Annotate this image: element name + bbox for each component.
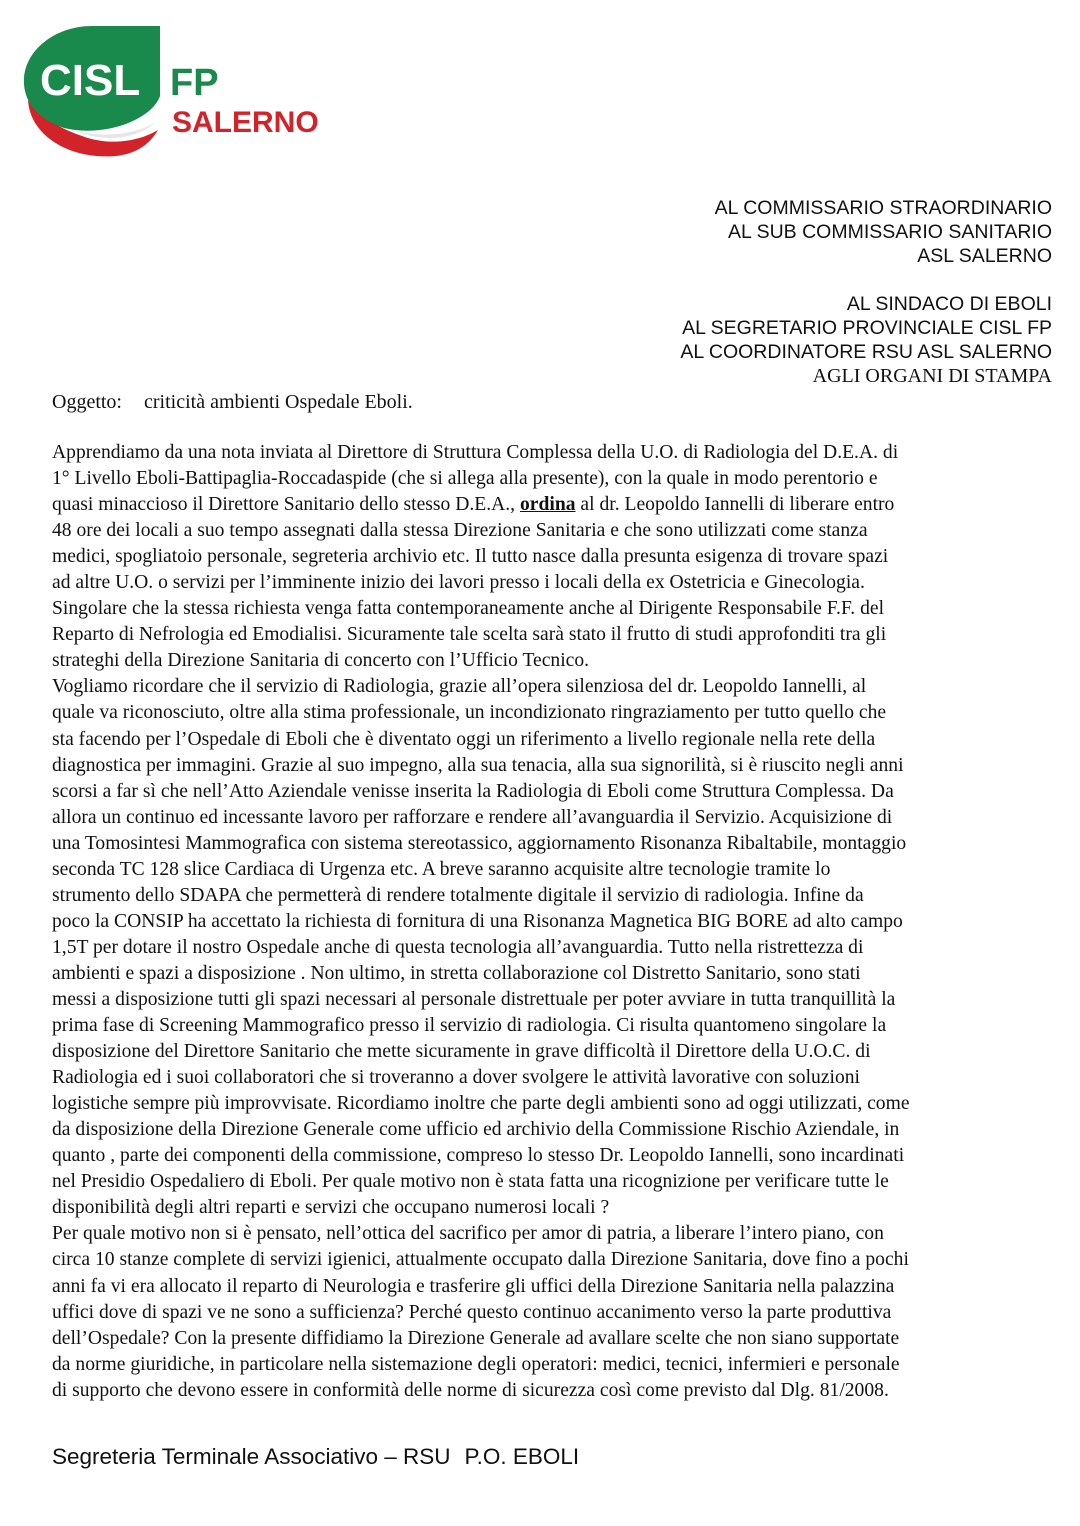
- recipient-line: ASL SALERNO: [917, 245, 1052, 267]
- subject-label: Oggetto:: [52, 391, 122, 413]
- body-line: Reparto di Nefrologia ed Emodialisi. Sicuramente tale scelta sarà stato il frutto di studi approfonditi tra gli: [52, 624, 887, 646]
- body-line: uffici dove di spazi ve ne sono a sufficienza? Perché questo continuo accanimento verso la parte produttiva: [52, 1301, 892, 1323]
- body-line: anni fa vi era allocato il reparto di Neurologia e trasferire gli uffici della Direzione Sanitaria nella palazzina: [52, 1275, 895, 1297]
- subject-text: criticità ambienti Ospedale Eboli.: [144, 391, 413, 413]
- body-line: di supporto che devono essere in conformità delle norme di sicurezza così come previsto dal Dlg. 81/2008.: [52, 1379, 889, 1401]
- recipient-line: AL SINDACO DI EBOLI: [846, 293, 1052, 315]
- recipient-line: AL COMMISSARIO STRAORDINARIO: [714, 197, 1052, 219]
- recipient-line: AL SUB COMMISSARIO SANITARIO: [728, 221, 1052, 243]
- body-line: prima fase di Screening Mammografico presso il servizio di radiologia. Ci risulta quantomeno singolare la: [52, 1015, 887, 1037]
- body-line: scorsi a far sì che nell’Atto Aziendale venisse inserita la Radiologia di Eboli come Struttura Complessa. Da: [52, 780, 894, 802]
- recipient-line: AL COORDINATORE RSU ASL SALERNO: [680, 341, 1052, 363]
- body-line: da norme giuridiche, in particolare nella sistemazione degli operatori: medici, tecnici, infermieri e personale: [52, 1353, 900, 1375]
- body-line: seconda TC 128 slice Cardiaca di Urgenza etc. A breve saranno acquisite altre tecnologie tramite lo: [52, 858, 831, 880]
- logo-graphic: [18, 18, 358, 163]
- cisl-fp-salerno-logo: [18, 18, 358, 163]
- body-line: quale va riconosciuto, oltre alla stima professionale, un incondizionato ringraziamento per tutto quello che: [52, 702, 887, 724]
- footer-signatory: Segreteria Terminale Associativo – RSU: [52, 1444, 451, 1469]
- body-line: nel Presidio Ospedaliero di Eboli. Per quale motivo non è stata fatta una ricognizione per verificare tutte le: [52, 1171, 889, 1193]
- footer-location: P.O. EBOLI: [464, 1444, 580, 1469]
- body-line: ad altre U.O. o servizi per l’imminente inizio dei lavori presso i locali della ex Ostetricia e Ginecologia.: [52, 572, 865, 594]
- body-line: disponibilità degli altri reparti e servizi che occupano numerosi locali ?: [52, 1197, 610, 1219]
- body-line: circa 10 stanze complete di servizi igienici, attualmente occupato dalla Direzione Sanitaria, dove fino a pochi: [52, 1249, 909, 1271]
- body-line: diagnostica per immagini. Grazie al suo impegno, alla sua tenacia, alla sua signorilità, si è riuscito negli anni: [52, 754, 904, 776]
- recipient-line: AGLI ORGANI DI STAMPA: [812, 365, 1052, 387]
- body-line: una Tomosintesi Mammografica con sistema stereotassico, aggiornamento Risonanza Ribaltabile, montaggio: [52, 832, 907, 854]
- letter-body: [52, 440, 1057, 1404]
- emphasized-word-ordina: ordina: [519, 494, 576, 516]
- body-line: allora un continuo ed incessante lavoro per rafforzare e rendere all’avanguardia il Servizio. Acquisizione di: [52, 806, 893, 828]
- logo-fp-text: FP: [170, 62, 219, 104]
- body-line: poco la CONSIP ha accettato la richiesta di fornitura di una Risonanza Magnetica BIG BORE ad alto campo: [52, 910, 903, 932]
- body-line: sta facendo per l’Ospedale di Eboli che è diventato oggi un riferimento a livello regionale nella rete della: [52, 728, 876, 750]
- body-line: strateghi della Direzione Sanitaria di concerto con l’Ufficio Tecnico.: [52, 650, 590, 672]
- recipient-line: AL SEGRETARIO PROVINCIALE CISL FP: [682, 317, 1052, 339]
- body-line: dell’Ospedale? Con la presente diffidiamo la Direzione Generale ad avallare scelte che non siano supportate: [52, 1327, 900, 1349]
- body-line: messi a disposizione tutti gli spazi necessari al personale distrettuale per poter avviare in tutta tranquillità la: [52, 988, 896, 1010]
- body-text: al dr. Leopoldo Iannelli: [575, 494, 765, 516]
- signature-footer: [52, 1442, 579, 1472]
- body-line: da disposizione della Direzione Generale come ufficio ed archivio della Commissione Rischio Aziendale, in: [52, 1119, 900, 1141]
- body-line: Per quale motivo non si è pensato, nell’ottica del sacrifico per amor di patria, a liberare l’intero piano, con: [52, 1223, 884, 1245]
- body-line: 1° Livello Eboli-Battipaglia-Roccadaspide (che si allega alla presente), con la quale in modo perentorio e: [52, 468, 878, 490]
- body-line: 48 ore dei locali a suo tempo assegnati dalla stessa Direzione Sanitaria e che sono utilizzati come stanza: [52, 520, 868, 542]
- logo-salerno-text: SALERNO: [172, 106, 319, 139]
- body-line: quanto , parte dei componenti della commissione, compreso lo stesso Dr. Leopoldo Iannelli, sono incardinati: [52, 1145, 905, 1167]
- body-text: quasi minaccioso il Direttore Sanitario dello stesso D.E.A.,: [52, 494, 520, 516]
- subject-line: [52, 389, 413, 415]
- body-line: disposizione del Direttore Sanitario che mette sicuramente in grave difficoltà il Direttore della U.O.C. di: [52, 1041, 871, 1063]
- logo-cisl-text: CISL: [40, 56, 141, 105]
- body-line: [52, 492, 1057, 518]
- body-line: Vogliamo ricordare che il servizio di Radiologia, grazie all’opera silenziosa del dr. Leopoldo Iannelli, al: [52, 676, 867, 698]
- body-line: logistiche sempre più improvvisate. Ricordiamo inoltre che parte degli ambienti sono ad oggi utilizzati, come: [52, 1093, 910, 1115]
- body-line: Radiologia ed i suoi collaboratori che si troveranno a dover svolgere le attività lavorative con soluzioni: [52, 1067, 860, 1089]
- recipients-block-secondary: [680, 292, 1052, 388]
- body-line: strumento dello SDAPA che permetterà di rendere totalmente digitale il servizio di radiologia. Infine da: [52, 884, 864, 906]
- body-line: ambienti e spazi a disposizione . Non ultimo, in stretta collaborazione col Distretto Sanitario, sono stati: [52, 962, 861, 984]
- recipients-block-primary: [715, 196, 1052, 268]
- body-line: medici, spogliatoio personale, segreteria archivio etc. Il tutto nasce dalla presunta esigenza di trovare spazi: [52, 546, 889, 568]
- body-line: Singolare che la stessa richiesta venga fatta contemporaneamente anche al Dirigente Responsabile F.F. del: [52, 598, 885, 620]
- body-line: Apprendiamo da una nota inviata al Direttore di Struttura Complessa della U.O. di Radiologia del D.E.A. di: [52, 442, 899, 463]
- body-text: di liberare entro: [764, 494, 895, 516]
- body-line: 1,5T per dotare il nostro Ospedale anche di questa tecnologia all’avanguardia. Tutto nella ristrettezza di: [52, 936, 864, 958]
